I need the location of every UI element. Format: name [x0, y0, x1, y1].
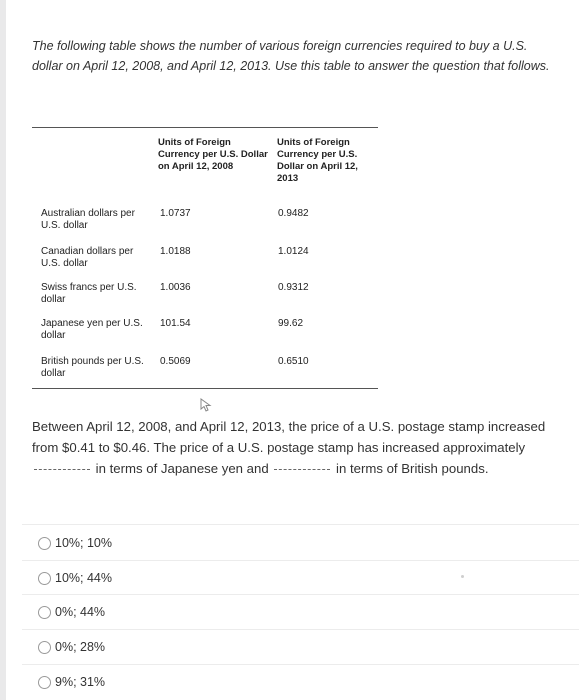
question-text	[32, 416, 552, 479]
radio-button[interactable]	[38, 676, 51, 689]
question-part-3: in terms of British pounds.	[336, 461, 489, 476]
cell-australian-2008: 1.0737	[160, 208, 191, 219]
row-label-swiss: Swiss francs per U.S. dollar	[41, 282, 137, 305]
option-label: 0%; 28%	[55, 640, 106, 654]
column-header-2008: Units of Foreign Currency per U.S. Dollar on April 12, 2008	[158, 137, 268, 172]
decorative-dot	[461, 575, 464, 578]
table-bottom-rule	[32, 388, 378, 389]
cell-swiss-2013: 0.9312	[278, 282, 309, 293]
option-label: 0%; 44%	[55, 605, 106, 619]
answer-option-4[interactable]	[0, 629, 579, 665]
answer-option-5[interactable]	[0, 664, 579, 700]
cell-japanese-2008: 101.54	[160, 318, 191, 329]
intro-text: The following table shows the number of various foreign currencies required to buy a U.S. dollar on April 12, 2008, and April 12, 2013. Use this table to answer the question that follows.	[32, 39, 550, 73]
row-label-australian: Australian dollars per U.S. dollar	[41, 208, 135, 231]
cell-canadian-2008: 1.0188	[160, 246, 191, 257]
mouse-cursor-icon	[200, 398, 212, 412]
table-top-rule	[32, 127, 378, 128]
option-label: 10%; 10%	[55, 536, 112, 550]
option-label: 10%; 44%	[55, 571, 112, 585]
row-label-japanese: Japanese yen per U.S. dollar	[41, 318, 143, 341]
column-header-2013: Units of Foreign Currency per U.S. Dollar on April 12, 2013	[277, 137, 358, 184]
answer-option-3[interactable]	[0, 594, 579, 630]
blank-2	[274, 468, 330, 470]
row-label-british: British pounds per U.S. dollar	[41, 356, 144, 379]
option-separator	[22, 560, 579, 561]
radio-button[interactable]	[38, 641, 51, 654]
radio-button[interactable]	[38, 572, 51, 585]
cell-australian-2013: 0.9482	[278, 208, 309, 219]
question-part-2: in terms of Japanese yen and	[95, 461, 269, 476]
cell-british-2013: 0.6510	[278, 356, 309, 367]
row-label-canadian: Canadian dollars per U.S. dollar	[41, 246, 134, 269]
cell-japanese-2013: 99.62	[278, 318, 304, 329]
option-separator	[22, 664, 579, 665]
option-label: 9%; 31%	[55, 675, 106, 689]
answer-option-1[interactable]	[0, 524, 579, 560]
radio-button[interactable]	[38, 606, 51, 619]
cell-british-2008: 0.5069	[160, 356, 191, 367]
answer-option-2[interactable]	[0, 560, 579, 596]
blank-1	[34, 468, 90, 470]
radio-button[interactable]	[38, 537, 51, 550]
option-separator	[22, 594, 579, 595]
cell-canadian-2013: 1.0124	[278, 246, 309, 257]
option-separator	[22, 629, 579, 630]
cell-swiss-2008: 1.0036	[160, 282, 191, 293]
option-separator	[22, 524, 579, 525]
question-part-1: Between April 12, 2008, and April 12, 2013, the price of a U.S. postage stamp increased from $0.41 to $0.46. The price of a U.S. postage stamp has increased approximately	[32, 419, 546, 455]
